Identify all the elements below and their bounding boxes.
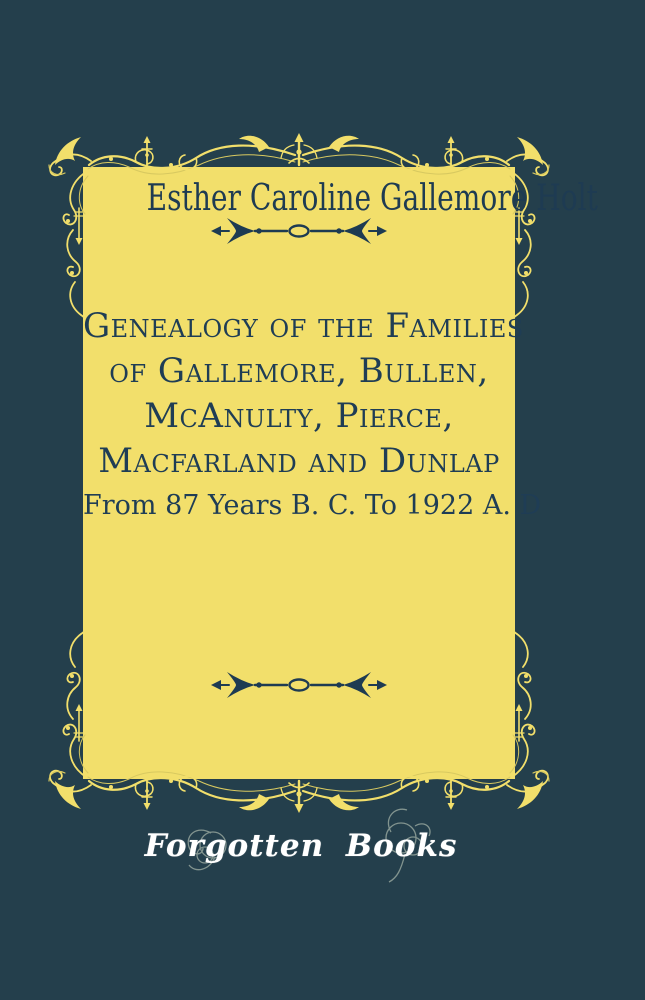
- title-line-3: McAnulty, Pierce,: [144, 396, 454, 436]
- author-name: [83, 178, 598, 219]
- title-line-2: of Gallemore, Bullen,: [109, 351, 489, 391]
- title-line-4: Macfarland and Dunlap: [98, 441, 500, 481]
- title-line-1: Genealogy of the Families: [83, 306, 524, 346]
- author-name-text: Esther Caroline Gallemore Holt: [146, 178, 598, 219]
- book-title: [83, 304, 524, 484]
- subtitle: From 87 Years B. C. To 1922 A. D: [83, 490, 542, 521]
- publisher-logo: Forgotten Books: [144, 828, 458, 864]
